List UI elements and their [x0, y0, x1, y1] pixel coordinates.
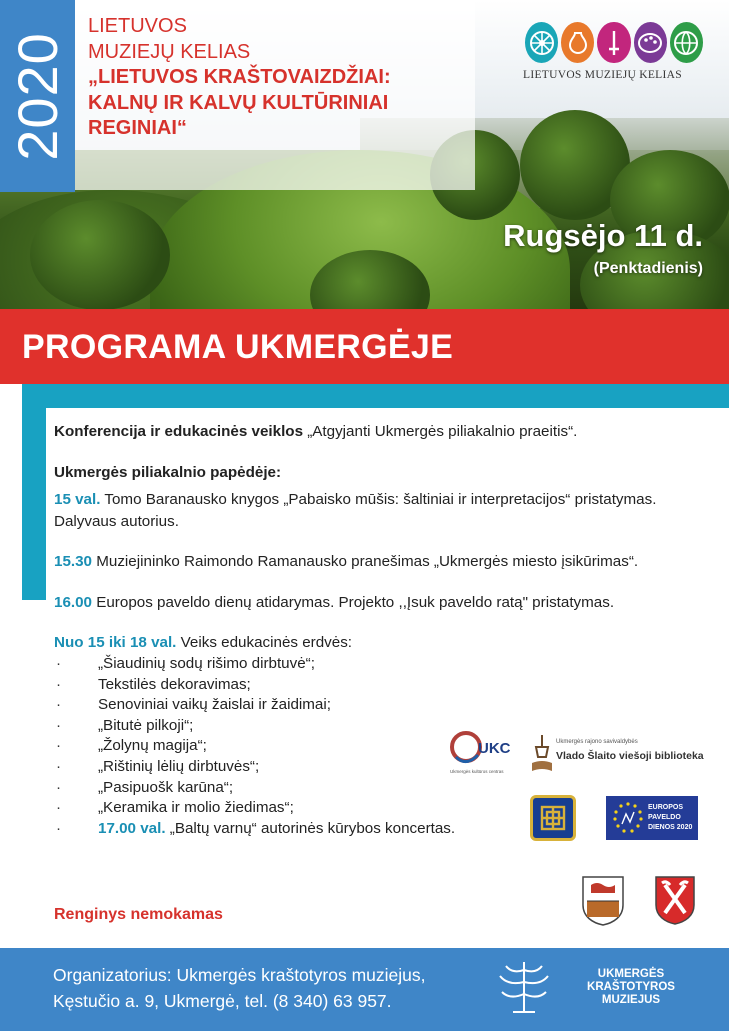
- item-text: Tomo Baranausko knygos „Pabaisko mūšis: šaltiniai ir interpretacijos“ pristatymas. Dalyvaus autorius.: [54, 491, 657, 530]
- eu-line-3: DIENOS 2020: [648, 824, 693, 831]
- organizer-info: [53, 962, 425, 1015]
- logo-caption: LIETUVOS MUZIEJŲ KELIAS: [523, 69, 682, 81]
- section-title: Ukmergės piliakalnio papėdėje:: [54, 463, 282, 481]
- book-icon: [530, 733, 554, 773]
- list-item: · „Pasipuošk karūna“;: [54, 778, 704, 799]
- list-item: · „Rištinių lėlių dirbtuvės“;: [54, 757, 704, 778]
- program-banner: [0, 309, 729, 384]
- accent-bar-vertical: [22, 384, 46, 600]
- svg-text:UKC: UKC: [478, 740, 511, 757]
- intro-bold: Konferencija ir edukacinės veiklos: [54, 423, 304, 440]
- event-title: [88, 14, 478, 142]
- item-time: 15 val.: [54, 491, 101, 509]
- eu-stars-icon: [608, 796, 648, 840]
- intro-paragraph: [54, 421, 704, 443]
- museum-name: [572, 968, 690, 1008]
- event-date: [503, 218, 703, 278]
- eu-line-1: EUROPOS: [648, 804, 684, 811]
- item-text: Muziejininko Raimondo Ramanausko pranešimas „Ukmergės miesto įsikūrimas“.: [92, 553, 639, 571]
- list-item: · „Šiaudinių sodų rišimo dirbtuvė“;: [54, 654, 704, 675]
- accent-bar-horizontal: [22, 384, 729, 408]
- free-admission-note: Renginys nemokamas: [54, 906, 223, 923]
- program-item: [54, 632, 704, 654]
- weekday-label: (Penktadienis): [593, 260, 703, 277]
- title-line-4: KALNŲ IR KALVŲ KULTŪRINIAI: [88, 91, 389, 114]
- title-line-5: REGINIAI“: [88, 117, 187, 140]
- list-item: · „Bitutė pilkoji“;: [54, 716, 704, 737]
- footer: [0, 948, 729, 1031]
- program-content: [54, 421, 704, 839]
- item-time: Nuo 15 iki 18 val.: [54, 634, 177, 652]
- eu-line-2: PAVELDO: [648, 814, 681, 821]
- sword-icon: [597, 22, 630, 63]
- program-item: [54, 592, 704, 614]
- title-line-3: „LIETUVOS KRAŠTOVAIZDŽIAI:: [88, 66, 391, 89]
- date-label: Rugsėjo 11 d.: [503, 218, 703, 253]
- knot-emblem-logo: [530, 795, 576, 841]
- globe-icon: [670, 22, 703, 63]
- concert-text: „Baltų varnų“ autorinės kūrybos koncertas.: [165, 819, 456, 837]
- museum-name-line-1: UKMERGĖS: [597, 968, 665, 980]
- organizer-line-2: Kęstučio a. 9, Ukmergė, tel. (8 340) 63 957.: [53, 991, 392, 1012]
- title-line-1: LIETUVOS: [88, 15, 187, 37]
- program-item: [54, 489, 704, 532]
- ukc-logo: [448, 727, 520, 777]
- palette-icon: [634, 22, 667, 63]
- wheel-icon: [525, 22, 558, 63]
- list-item: · „Keramika ir molio žiedimas“;: [54, 798, 704, 819]
- list-item: · Senoviniai vaikų žaislai ir žaidimai;: [54, 695, 704, 716]
- ukmerge-coat-of-arms: [581, 875, 625, 927]
- district-coat-of-arms: [654, 875, 696, 925]
- library-subtitle: Ukmergės rajono savivaldybės: [556, 739, 638, 745]
- item-time: 15.30: [54, 553, 93, 571]
- svg-text:Ukmergės kultūros centras: Ukmergės kultūros centras: [450, 769, 504, 774]
- program-title: PROGRAMA UKMERGĖJE: [22, 328, 454, 366]
- library-name: Vlado Šlaito viešoji biblioteka: [556, 750, 704, 762]
- item-text: Veiks edukacinės erdvės:: [176, 634, 353, 652]
- library-logo: [530, 733, 704, 775]
- concert-time: 17.00 val.: [98, 819, 166, 837]
- organizer-line-1: Organizatorius: Ukmergės kraštotyros muziejus,: [53, 965, 426, 985]
- museum-name-line-2: KRAŠTOTYROS: [587, 981, 675, 994]
- year-bar: [0, 0, 75, 192]
- museum-road-logo: [523, 22, 703, 92]
- item-time: 16.00: [54, 593, 93, 611]
- program-item: [54, 551, 704, 573]
- title-line-2: MUZIEJŲ KELIAS: [88, 40, 251, 63]
- european-heritage-days-logo: [606, 796, 698, 840]
- list-item: · Tekstilės dekoravimas;: [54, 675, 704, 696]
- year-label: 2020: [6, 31, 70, 161]
- amphora-icon: [561, 22, 594, 63]
- list-item: · „Žolynų magija“;: [54, 736, 704, 757]
- intro-text: „Atgyjanti Ukmergės piliakalnio praeitis“.: [303, 423, 578, 440]
- item-text: Europos paveldo dienų atidarymas. Projekto ,,Įsuk paveldo ratą" pristatymas.: [92, 593, 615, 611]
- museum-emblem-icon: [493, 956, 555, 1018]
- museum-name-line-3: MUZIEJUS: [601, 994, 661, 1007]
